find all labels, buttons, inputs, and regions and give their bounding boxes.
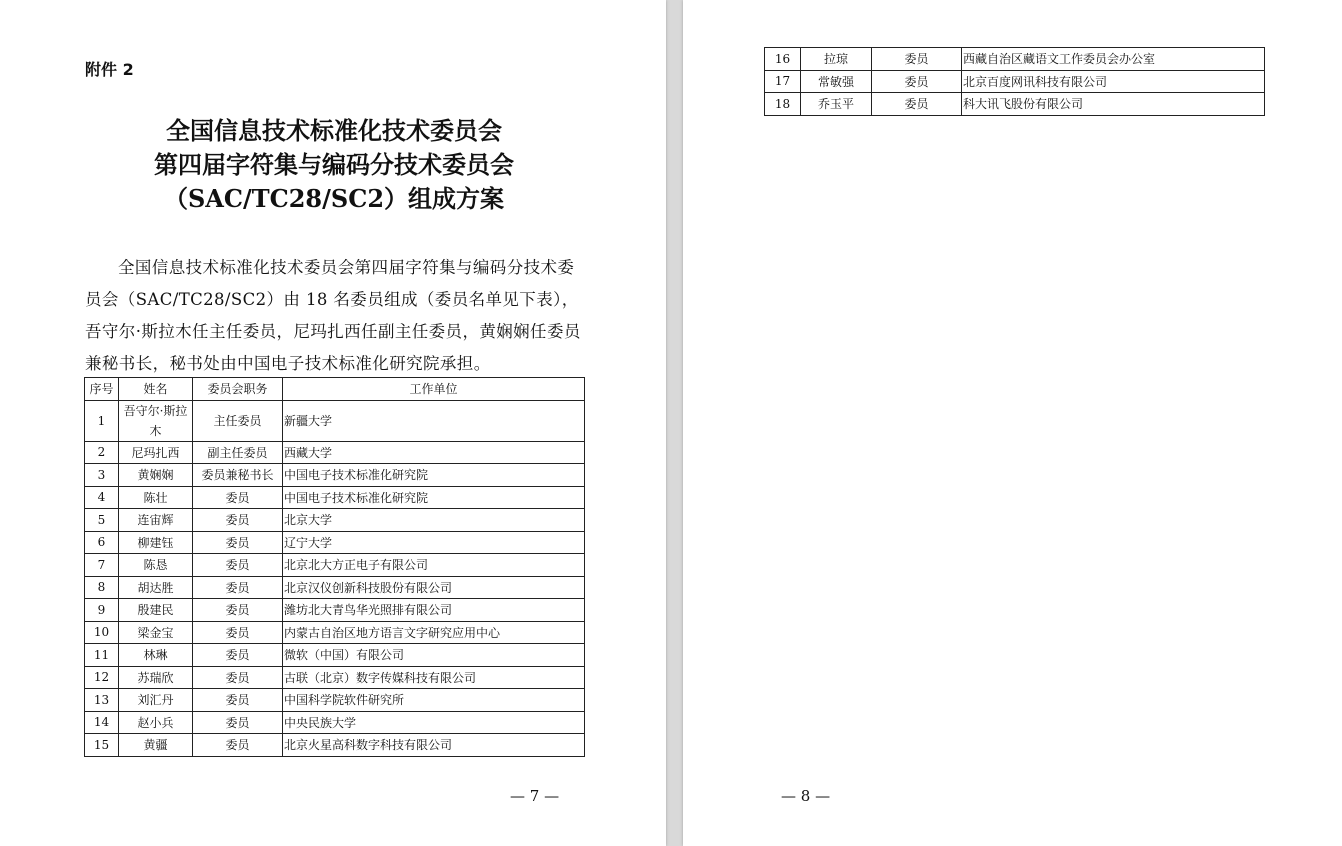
cell-role: 委员 — [193, 509, 283, 532]
cell-unit: 科大讯飞股份有限公司 — [962, 93, 1265, 116]
header-name: 姓名 — [119, 378, 193, 401]
cell-role: 委员 — [193, 711, 283, 734]
cell-no: 10 — [85, 621, 119, 644]
cell-no: 3 — [85, 464, 119, 487]
document-page-8 — [683, 0, 1342, 846]
cell-name: 陈壮 — [119, 486, 193, 509]
cell-role: 委员 — [872, 70, 962, 93]
cell-name: 林琳 — [119, 644, 193, 667]
cell-name: 拉琼 — [801, 48, 872, 71]
cell-no: 7 — [85, 554, 119, 577]
cell-role: 委员 — [193, 621, 283, 644]
cell-name: 赵小兵 — [119, 711, 193, 734]
cell-unit: 北京百度网讯科技有限公司 — [962, 70, 1265, 93]
cell-unit: 辽宁大学 — [283, 531, 585, 554]
header-unit: 工作单位 — [283, 378, 585, 401]
document-page-7 — [0, 0, 666, 846]
table-row — [85, 711, 585, 734]
cell-unit: 北京火星高科数字科技有限公司 — [283, 734, 585, 757]
table-header-row — [85, 378, 585, 401]
cell-name: 黄疆 — [119, 734, 193, 757]
cell-no: 16 — [765, 48, 801, 71]
cell-no: 11 — [85, 644, 119, 667]
cell-unit: 古联（北京）数字传媒科技有限公司 — [283, 666, 585, 689]
intro-text: 全国信息技术标准化技术委员会第四届字符集与编码分技术委员会（SAC/TC28/SC2）由 18 名委员组成（委员名单见下表），吾守尔·斯拉木任主任委员，尼玛扎西任副主任委员，黄娴娴任委员兼秘书长，秘书处由中国电子技术标准化研究院承担。 — [85, 258, 581, 373]
table-row — [765, 93, 1265, 116]
cell-unit: 北京汉仪创新科技股份有限公司 — [283, 576, 585, 599]
cell-unit: 中国电子技术标准化研究院 — [283, 486, 585, 509]
cell-unit: 中国电子技术标准化研究院 — [283, 464, 585, 487]
cell-name: 梁金宝 — [119, 621, 193, 644]
cell-no: 9 — [85, 599, 119, 622]
table-row — [85, 441, 585, 464]
cell-name: 苏瑞欣 — [119, 666, 193, 689]
member-table-continued-body — [765, 48, 1265, 116]
cell-name: 常敏强 — [801, 70, 872, 93]
cell-role: 主任委员 — [193, 400, 283, 441]
cell-no: 5 — [85, 509, 119, 532]
cell-name: 胡达胜 — [119, 576, 193, 599]
cell-name: 吾守尔·斯拉木 — [119, 400, 193, 441]
member-table-body — [85, 400, 585, 756]
cell-no: 15 — [85, 734, 119, 757]
table-row — [765, 48, 1265, 71]
cell-name: 刘汇丹 — [119, 689, 193, 712]
header-no: 序号 — [85, 378, 119, 401]
table-row — [85, 554, 585, 577]
cell-role: 委员 — [872, 48, 962, 71]
cell-name: 殷建民 — [119, 599, 193, 622]
cell-role: 委员兼秘书长 — [193, 464, 283, 487]
cell-name: 尼玛扎西 — [119, 441, 193, 464]
cell-role: 委员 — [193, 666, 283, 689]
table-row — [85, 666, 585, 689]
cell-unit: 潍坊北大青鸟华光照排有限公司 — [283, 599, 585, 622]
cell-name: 黄娴娴 — [119, 464, 193, 487]
table-row — [85, 621, 585, 644]
table-row — [85, 400, 585, 441]
cell-role: 委员 — [872, 93, 962, 116]
cell-no: 17 — [765, 70, 801, 93]
cell-unit: 中国科学院软件研究所 — [283, 689, 585, 712]
cell-unit: 北京大学 — [283, 509, 585, 532]
cell-no: 12 — [85, 666, 119, 689]
intro-paragraph — [85, 252, 585, 380]
title-line-2: 第四届字符集与编码分技术委员会 — [154, 150, 514, 179]
cell-no: 1 — [85, 400, 119, 441]
attachment-label: 附件 2 — [85, 60, 134, 79]
cell-unit: 西藏自治区藏语文工作委员会办公室 — [962, 48, 1265, 71]
cell-unit: 微软（中国）有限公司 — [283, 644, 585, 667]
cell-role: 委员 — [193, 689, 283, 712]
cell-no: 4 — [85, 486, 119, 509]
table-row — [85, 644, 585, 667]
cell-no: 14 — [85, 711, 119, 734]
table-row — [85, 464, 585, 487]
table-row — [85, 599, 585, 622]
cell-unit: 中央民族大学 — [283, 711, 585, 734]
cell-no: 2 — [85, 441, 119, 464]
cell-unit: 西藏大学 — [283, 441, 585, 464]
page-number: — 8 — — [781, 787, 831, 805]
cell-unit: 新疆大学 — [283, 400, 585, 441]
cell-name: 连宙辉 — [119, 509, 193, 532]
cell-unit: 内蒙古自治区地方语言文字研究应用中心 — [283, 621, 585, 644]
cell-no: 8 — [85, 576, 119, 599]
cell-role: 委员 — [193, 734, 283, 757]
cell-role: 副主任委员 — [193, 441, 283, 464]
table-row — [85, 734, 585, 757]
member-table-continued — [764, 47, 1265, 116]
cell-role: 委员 — [193, 486, 283, 509]
cell-no: 13 — [85, 689, 119, 712]
table-row — [85, 509, 585, 532]
table-row — [85, 486, 585, 509]
table-row — [85, 689, 585, 712]
table-row — [85, 576, 585, 599]
cell-role: 委员 — [193, 576, 283, 599]
member-table — [84, 377, 585, 757]
header-role: 委员会职务 — [193, 378, 283, 401]
cell-role: 委员 — [193, 599, 283, 622]
cell-name: 乔玉平 — [801, 93, 872, 116]
cell-no: 18 — [765, 93, 801, 116]
cell-no: 6 — [85, 531, 119, 554]
title-line-1: 全国信息技术标准化技术委员会 — [166, 116, 502, 145]
document-title — [85, 114, 583, 216]
page-number: — 7 — — [510, 787, 560, 805]
cell-role: 委员 — [193, 644, 283, 667]
table-row — [765, 70, 1265, 93]
cell-name: 陈恳 — [119, 554, 193, 577]
title-line-3: （SAC/TC28/SC2）组成方案 — [163, 184, 505, 213]
cell-role: 委员 — [193, 531, 283, 554]
cell-role: 委员 — [193, 554, 283, 577]
table-row — [85, 531, 585, 554]
cell-name: 柳建钰 — [119, 531, 193, 554]
cell-unit: 北京北大方正电子有限公司 — [283, 554, 585, 577]
